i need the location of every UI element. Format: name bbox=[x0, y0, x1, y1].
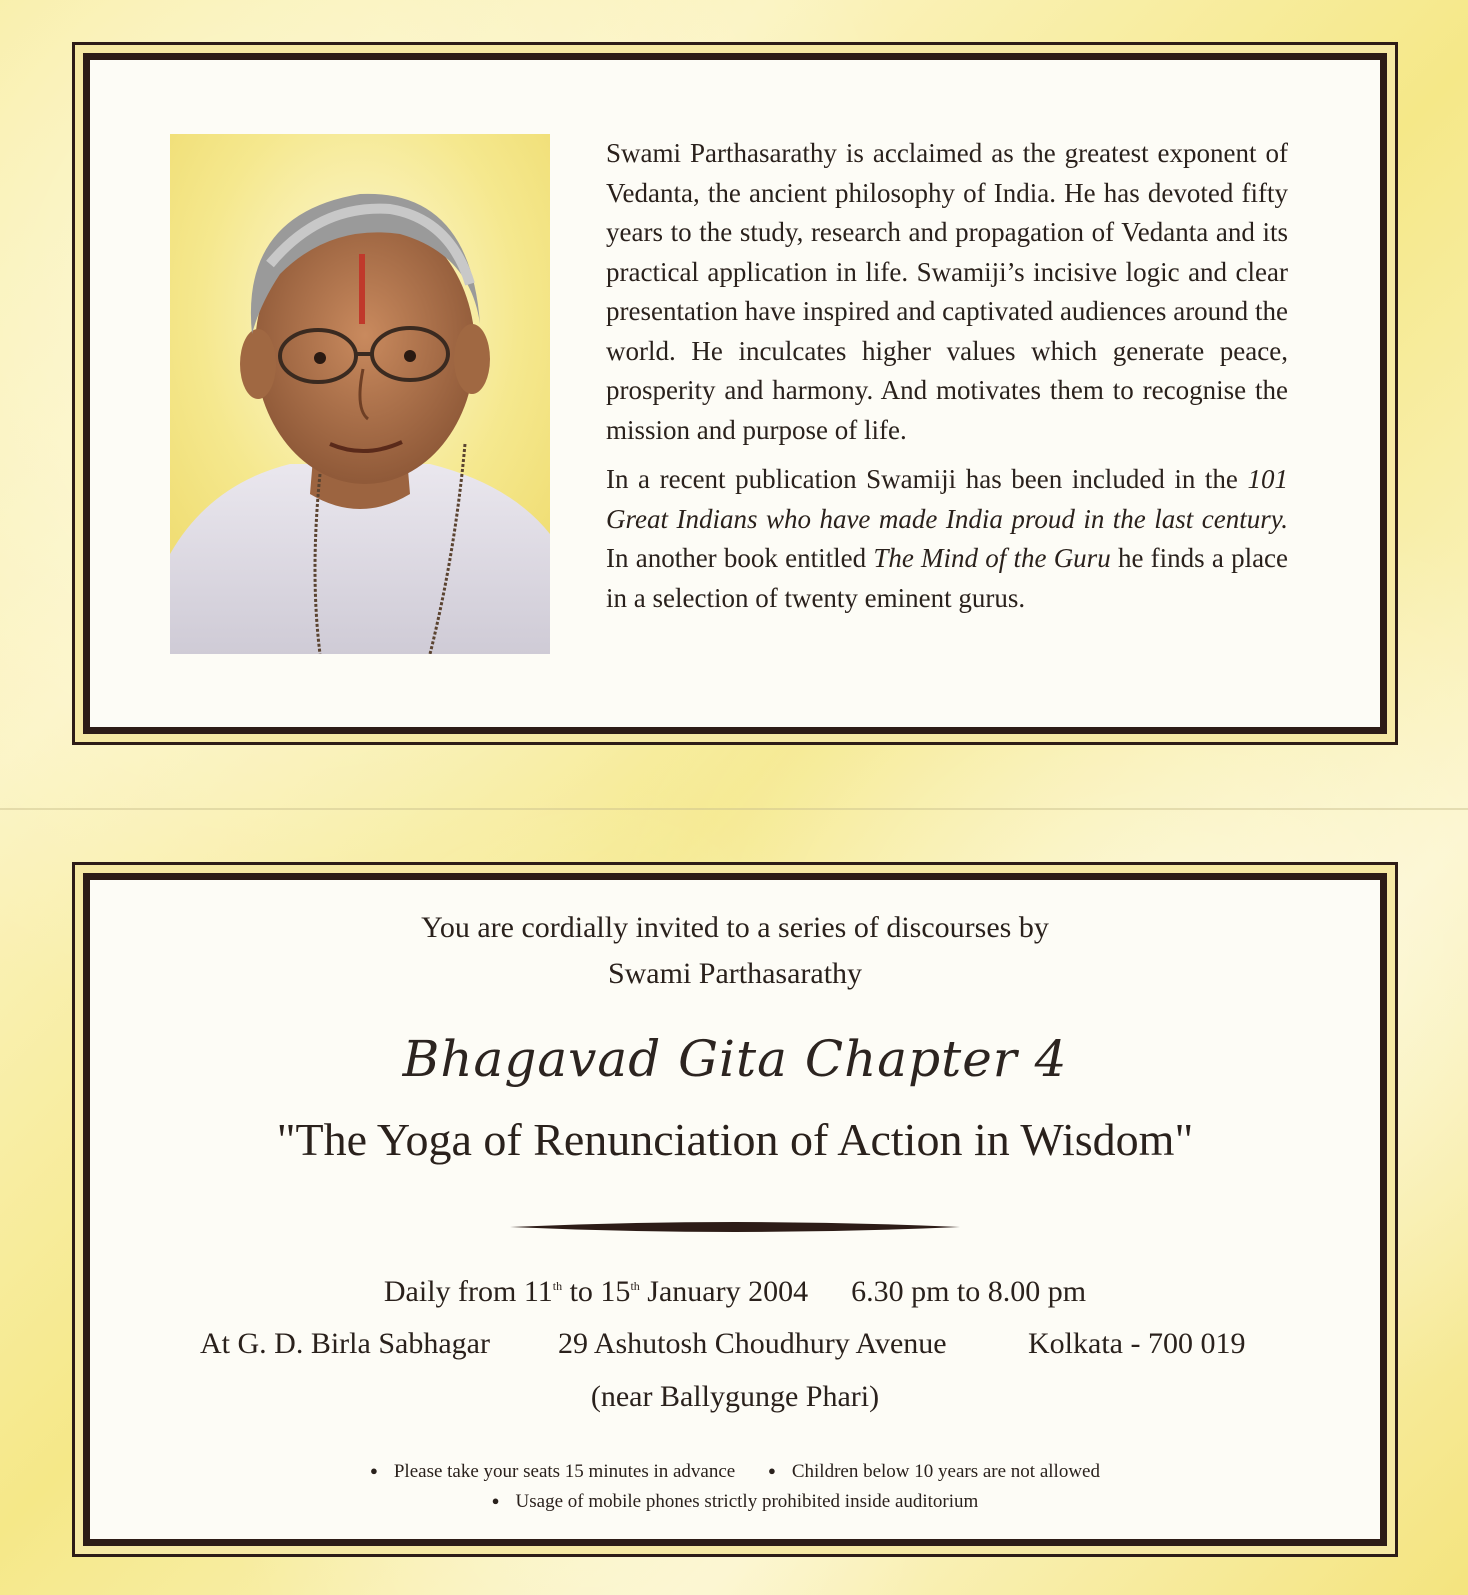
time-range: 6.30 pm to 8.00 pm bbox=[851, 1275, 1087, 1308]
date-end-suffix: th bbox=[630, 1279, 640, 1293]
venue-name: At G. D. Birla Sabhagar bbox=[200, 1327, 490, 1360]
bio-paragraph-2-start: In a recent publication Swamiji has been included in the bbox=[606, 464, 1238, 494]
bio-panel bbox=[72, 42, 1398, 745]
invitation-intro bbox=[90, 905, 1380, 997]
bio-paragraph-2-end: he finds a place in a selection of twenty eminent gurus. bbox=[606, 543, 1289, 613]
bio-text bbox=[606, 134, 1288, 628]
invitation-speaker: Swami Parthasarathy bbox=[607, 957, 863, 990]
bio-paragraph-2 bbox=[606, 460, 1288, 618]
date-start: Daily from 11 bbox=[383, 1275, 553, 1308]
bio-paragraph-1: Swami Parthasarathy is acclaimed as the greatest exponent of Vedanta, the ancient philosophy of India. He has devoted fifty years to the study, research and propagation of Vedanta and its practical application in life. Swamiji’s incisive logic and clear presentation have inspired and captivated audiences around the world. He inculcates higher values which generate peace, prosperity and harmony. And motivates them to recognise the mission and purpose of life. bbox=[606, 138, 1288, 445]
book-title-101-great-indians: 101 Great Indians who have made India proud in the last century. bbox=[606, 464, 1288, 534]
book-title-mind-of-the-guru: The Mind of the Guru bbox=[873, 543, 1111, 573]
date-start-suffix: th bbox=[552, 1279, 563, 1293]
note-mobile-phones: ● Usage of mobile phones strictly prohibited inside auditorium bbox=[492, 1487, 979, 1517]
venue-landmark: (near Ballygunge Phari) bbox=[590, 1380, 880, 1413]
date-range bbox=[384, 1275, 808, 1308]
date-time-line bbox=[90, 1275, 1380, 1309]
bio-panel-inner bbox=[83, 53, 1387, 734]
script-title: Bhagavad Gita Chapter 4 bbox=[402, 1030, 1068, 1088]
notes bbox=[90, 1457, 1380, 1517]
note-children: ● Children below 10 years are not allowed bbox=[768, 1457, 1100, 1487]
ornamental-divider bbox=[510, 1220, 960, 1234]
venue-address: 29 Ashutosh Choudhury Avenue bbox=[558, 1327, 947, 1360]
date-end: to 15 bbox=[562, 1275, 631, 1308]
discourse-subtitle: "The Yoga of Renunciation of Action in Wisdom" bbox=[276, 1114, 1194, 1165]
note-seating: ● Please take your seats 15 minutes in advance bbox=[370, 1457, 735, 1487]
invitation-line-1: You are cordially invited to a series of discourses by bbox=[421, 911, 1049, 944]
swami-portrait bbox=[170, 134, 550, 654]
bio-paragraph-2-middle: In another book entitled bbox=[606, 543, 867, 573]
venue-city: Kolkata - 700 019 bbox=[1028, 1327, 1246, 1360]
card-fold-line bbox=[0, 808, 1468, 810]
invitation-panel-inner bbox=[83, 873, 1387, 1546]
date-month-year: January 2004 bbox=[639, 1275, 809, 1308]
invitation-panel bbox=[72, 862, 1398, 1557]
